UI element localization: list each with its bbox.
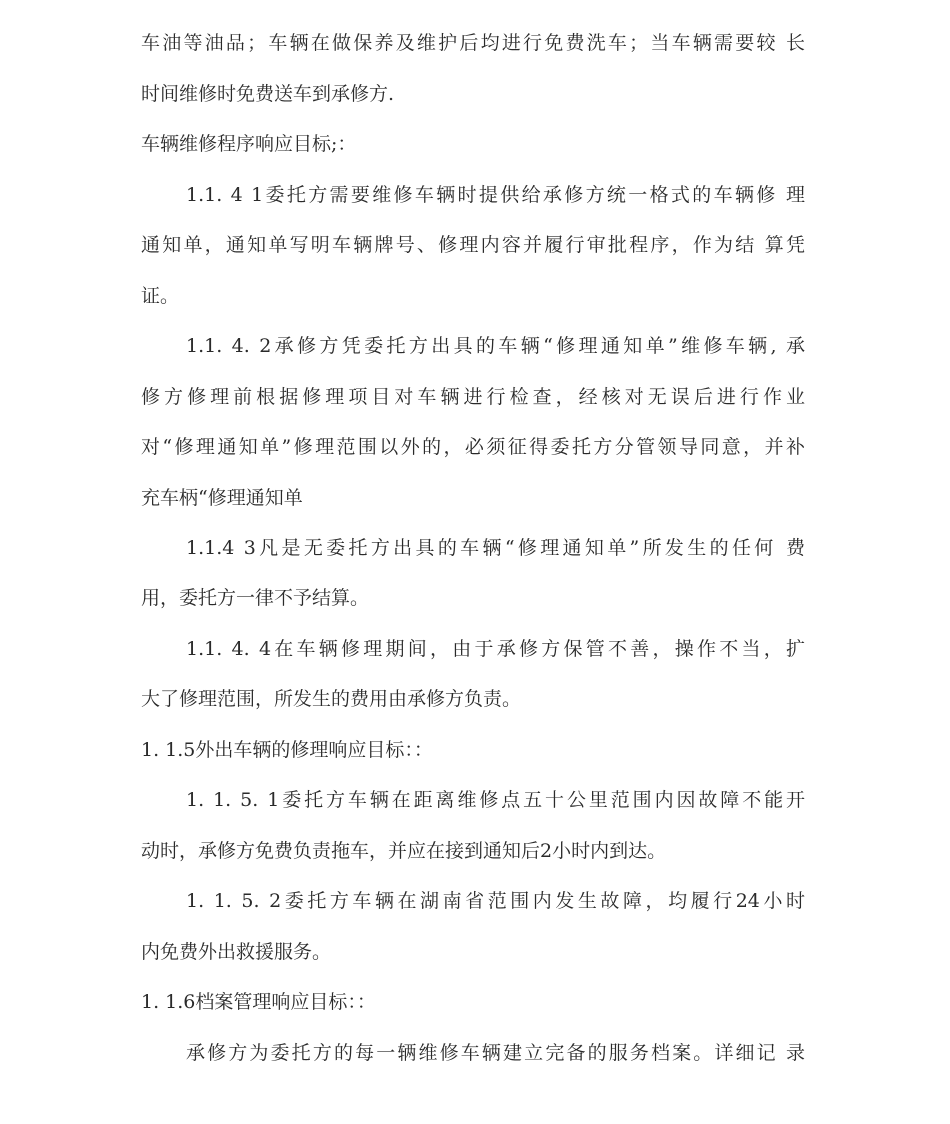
text-line: 证。	[141, 285, 180, 307]
section-heading: 1. 1.6档案管理响应目标：：	[141, 991, 376, 1013]
text-line: 用，委托方一律不予结算。	[141, 587, 370, 609]
text-line: 1.1.4 3凡是无委托方出具的车辆“修理通知单”所发生的任何 费	[186, 537, 805, 559]
text-line: 承修方为委托方的每一辆维修车辆建立完备的服务档案。详细记 录	[186, 1042, 805, 1064]
section-heading: 1. 1.5外出车辆的修理响应目标：：	[141, 739, 433, 761]
text-line: 对“修理通知单”修理范围以外的，必须征得委托方分管领导同意，并补	[141, 436, 805, 458]
text-line: 时间维修时免费送车到承修方.	[141, 83, 395, 105]
text-line: 1.1. 4. 4在车辆修理期间，由于承修方保管不善，操作不当，扩	[186, 638, 805, 660]
text-line: 修方修理前根据修理项目对车辆进行检查，经核对无误后进行作业	[141, 386, 805, 408]
text-line: 1. 1. 5. 2委托方车辆在湖南省范围内发生故障，均履行24小时	[186, 890, 805, 912]
text-line: 通知单，通知单写明车辆牌号、修理内容并履行审批程序，作为结 算凭	[141, 234, 805, 256]
text-line: 1.1. 4 1委托方需要维修车辆时提供给承修方统一格式的车辆修 理	[186, 184, 805, 206]
text-line: 车油等油品；车辆在做保养及维护后均进行免费洗车；当车辆需要较 长	[141, 32, 805, 54]
text-line: 内免费外出救援服务。	[141, 941, 332, 963]
text-line: 1.1. 4. 2承修方凭委托方出具的车辆“修理通知单”维修车辆, 承	[186, 335, 805, 357]
text-line: 动时，承修方免费负责拖车，并应在接到通知后2小时内到达。	[141, 840, 667, 862]
text-line: 充车柄“修理通知单	[141, 487, 303, 509]
section-heading: 车辆维修程序响应目标;：	[141, 133, 357, 155]
text-line: 1. 1. 5. 1委托方车辆在距离维修点五十公里范围内因故障不能开	[186, 789, 805, 811]
text-line: 大了修理范围，所发生的费用由承修方负责。	[141, 688, 522, 710]
